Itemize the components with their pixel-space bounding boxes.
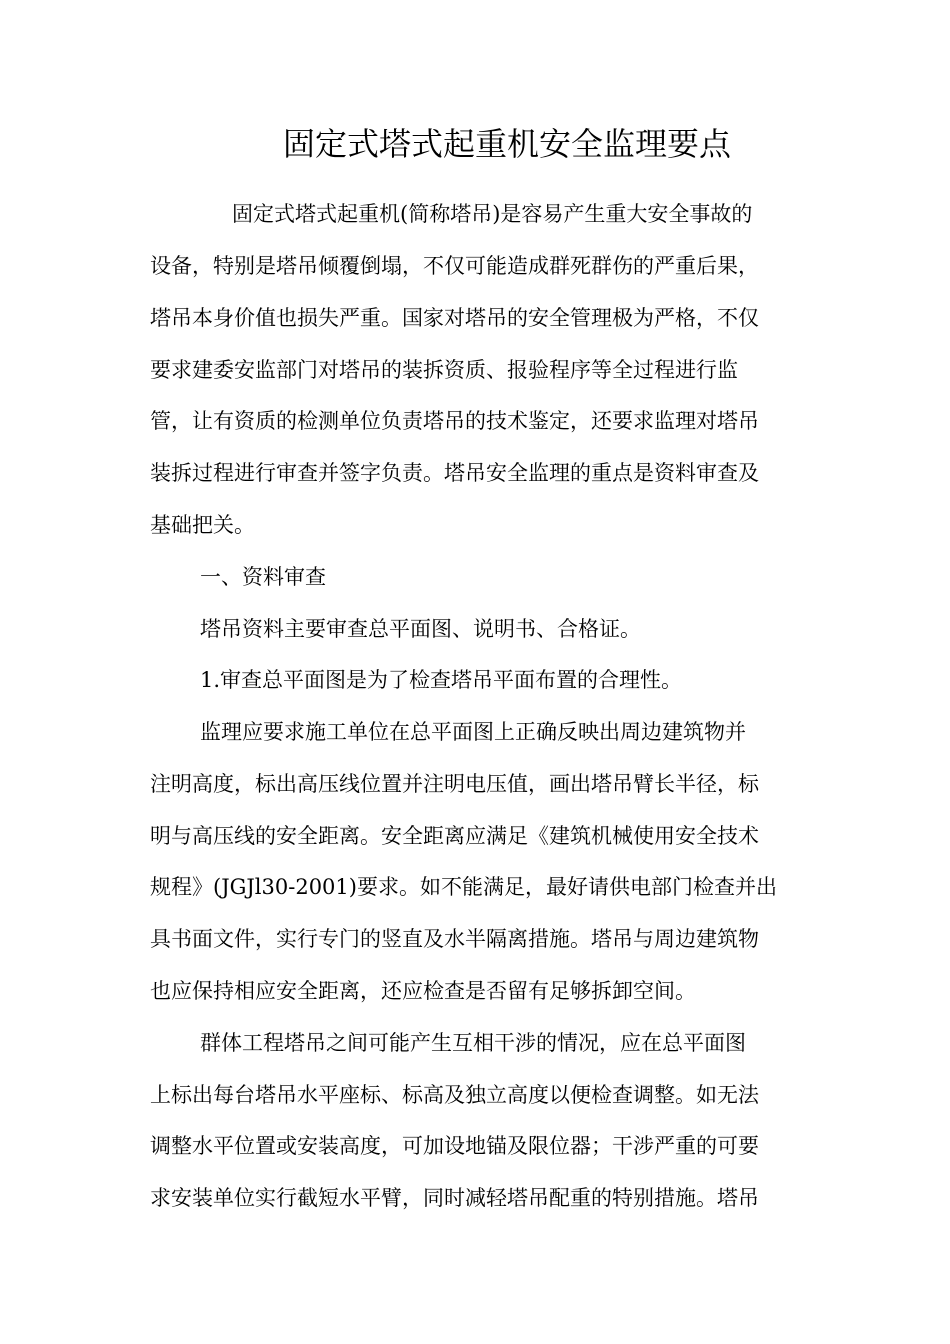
document-title: 固定式塔式起重机安全监理要点 <box>282 125 731 163</box>
paragraph-line: 管，让有资质的检测单位负责塔吊的技术鉴定，还要求监理对塔吊 <box>150 409 759 433</box>
paragraph-line: 塔吊资料主要审查总平面图、说明书、合格证。 <box>200 617 641 641</box>
paragraph-line: 注明高度，标出高压线位置并注明电压值，画出塔吊臂长半径，标 <box>150 772 759 796</box>
paragraph-line: 规程》(JGJl30-2001)要求。如不能满足，最好请供电部门检查并出 <box>150 875 777 899</box>
paragraph-line: 1.审查总平面图是为了检查塔吊平面布置的合理性。 <box>200 668 683 692</box>
paragraph-line: 基础把关。 <box>150 513 255 537</box>
paragraph-line: 群体工程塔吊之间可能产生互相干涉的情况，应在总平面图 <box>200 1031 746 1055</box>
paragraph-line: 明与高压线的安全距离。安全距离应满足《建筑机械使用安全技术 <box>150 824 759 848</box>
paragraph-line: 具书面文件，实行专门的竖直及水半隔离措施。塔吊与周边建筑物 <box>150 927 759 951</box>
paragraph-line: 要求建委安监部门对塔吊的装拆资质、报验程序等全过程进行监 <box>150 358 738 382</box>
paragraph-line: 装拆过程进行审查并签字负责。塔吊安全监理的重点是资料审查及 <box>150 461 759 485</box>
paragraph-line: 设备，特别是塔吊倾覆倒塌，不仅可能造成群死群伤的严重后果， <box>150 254 759 278</box>
paragraph-line: 也应保持相应安全距离，还应检查是否留有足够拆卸空间。 <box>150 979 696 1003</box>
paragraph-line: 调整水平位置或安装高度，可加设地锚及限位器；干涉严重的可要 <box>150 1134 759 1158</box>
paragraph-line: 求安装单位实行截短水平臂，同时减轻塔吊配重的特别措施。塔吊 <box>150 1186 759 1210</box>
paragraph-line: 上标出每台塔吊水平座标、标高及独立高度以便检查调整。如无法 <box>150 1083 759 1107</box>
paragraph-line: 监理应要求施工单位在总平面图上正确反映出周边建筑物并 <box>200 720 746 744</box>
paragraph-line: 固定式塔式起重机(简称塔吊)是容易产生重大安全事故的 <box>232 202 753 226</box>
section-heading: 一、资料审查 <box>200 565 326 589</box>
paragraph-line: 塔吊本身价值也损失严重。国家对塔吊的安全管理极为严格，不仅 <box>150 306 759 330</box>
